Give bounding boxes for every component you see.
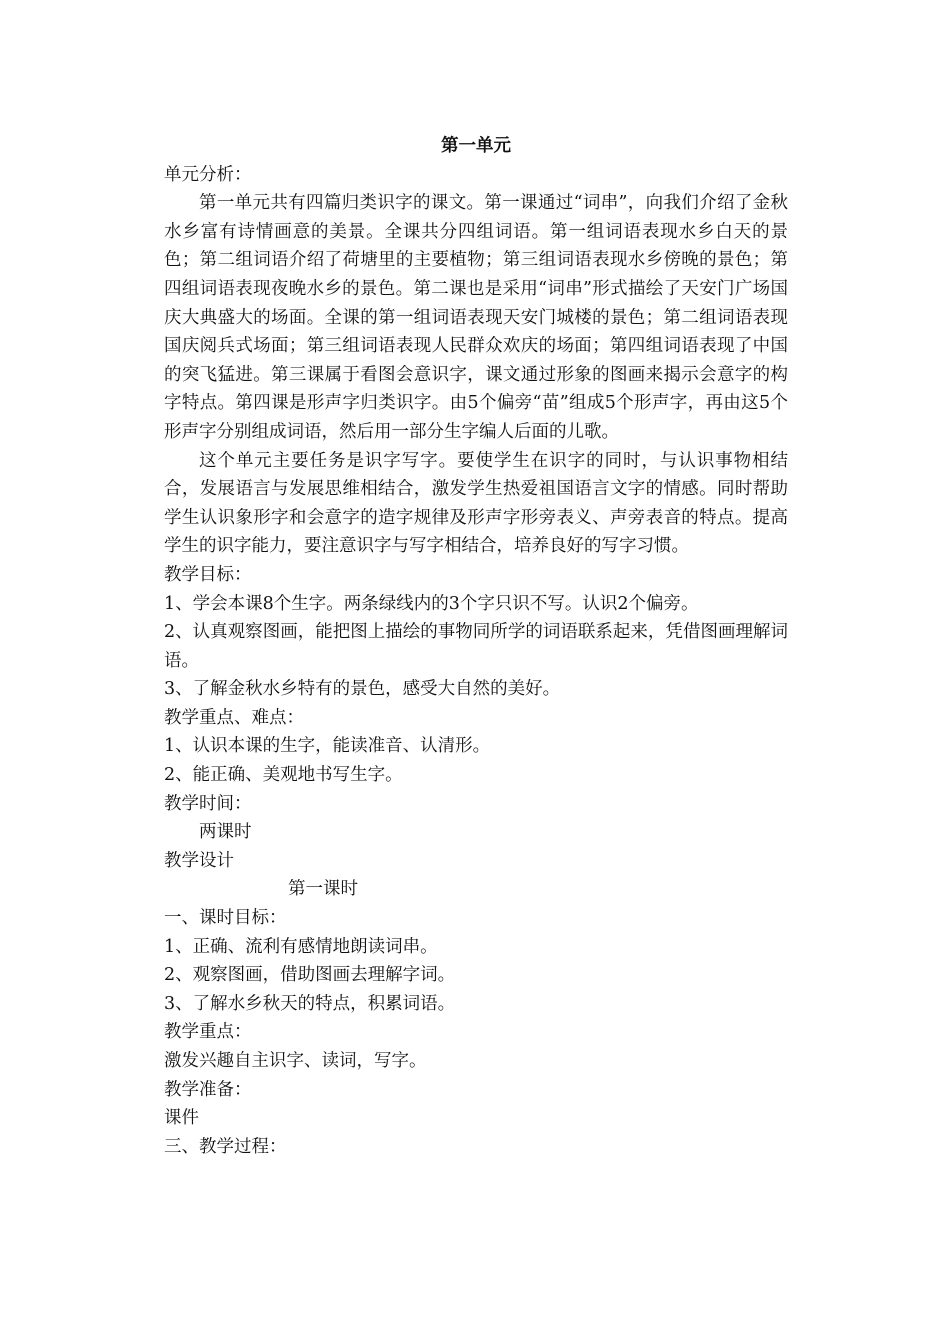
lesson-goal-1: 1、正确、流利有感情地朗读词串。 [164, 936, 438, 957]
teaching-goal-3: 3、了解金秋水乡特有的景色，感受大自然的美好。 [164, 679, 561, 700]
teaching-process-heading: 三、教学过程： [164, 1136, 287, 1157]
lesson-goals-heading: 一、课时目标： [164, 908, 287, 929]
key-point-2: 2、能正确、美观地书写生字。 [164, 765, 403, 786]
unit-analysis-paragraph-2: 这个单元主要任务是识字写字。要使学生在识字的同时，与认识事物相结合，发展语言与发展思维相结合，激发学生热爱祖国语言文字的情感。同时帮助学生认识象形字和会意字的造字规律及形声字形旁表义、声旁表音的特点。提高学生的识字能力，要注意识字与写字相结合，培养良好的写字习惯。 [164, 450, 788, 557]
teaching-time-heading: 教学时间： [164, 793, 252, 814]
preparation-value: 课件 [164, 1108, 199, 1129]
lesson-key-heading: 教学重点： [164, 1022, 252, 1043]
lesson-title: 第一课时 [288, 879, 358, 900]
teaching-design-heading: 教学设计 [164, 850, 234, 871]
unit-title: 第一单元 [441, 136, 511, 156]
lesson-goal-2: 2、观察图画，借助图画去理解字词。 [164, 965, 456, 986]
teaching-time-value: 两课时 [199, 822, 252, 843]
unit-analysis-heading: 单元分析： [164, 164, 252, 185]
lesson-goal-3: 3、了解水乡秋天的特点，积累词语。 [164, 993, 456, 1014]
key-points-heading: 教学重点、难点： [164, 707, 304, 728]
unit-analysis-paragraph-1: 第一单元共有四篇归类识字的课文。第一课通过“词串”，向我们介绍了金秋水乡富有诗情画意的美景。全课共分四组词语。第一组词语表现水乡白天的景色；第二组词语介绍了荷塘里的主要植物；第三组词语表现水乡傍晚的景色；第四组词语表现夜晚水乡的景色。第二课也是采用“词串”形式描绘了天安门广场国庆大典盛大的场面。全课的第一组词语表现天安门城楼的景色；第二组词语表现国庆阅兵式场面；第三组词语表现人民群众欢庆的场面；第四组词语表现了中国的突飞猛进。第三课属于看图会意识字，课文通过形象的图画来揭示会意字的构字特点。第四课是形声字归类识字。由5个偏旁“苗”组成5个形声字，再由这5个形声字分别组成词语，然后用一部分生字编人后面的儿歌。 [164, 193, 788, 442]
document-body [164, 132, 788, 1161]
preparation-heading: 教学准备： [164, 1079, 252, 1100]
lesson-key-value: 激发兴趣自主识字、读词，写字。 [164, 1051, 427, 1071]
teaching-goal-1: 1、学会本课8个生字。两条绿线内的3个字只识不写。认识2个偏旁。 [164, 593, 699, 614]
key-point-1: 1、认识本课的生字，能读准音、认清形。 [164, 736, 491, 757]
teaching-goal-2: 2、认真观察图画，能把图上描绘的事物同所学的词语联系起来，凭借图画理解词语。 [164, 622, 788, 671]
teaching-goals-heading: 教学目标： [164, 564, 252, 585]
